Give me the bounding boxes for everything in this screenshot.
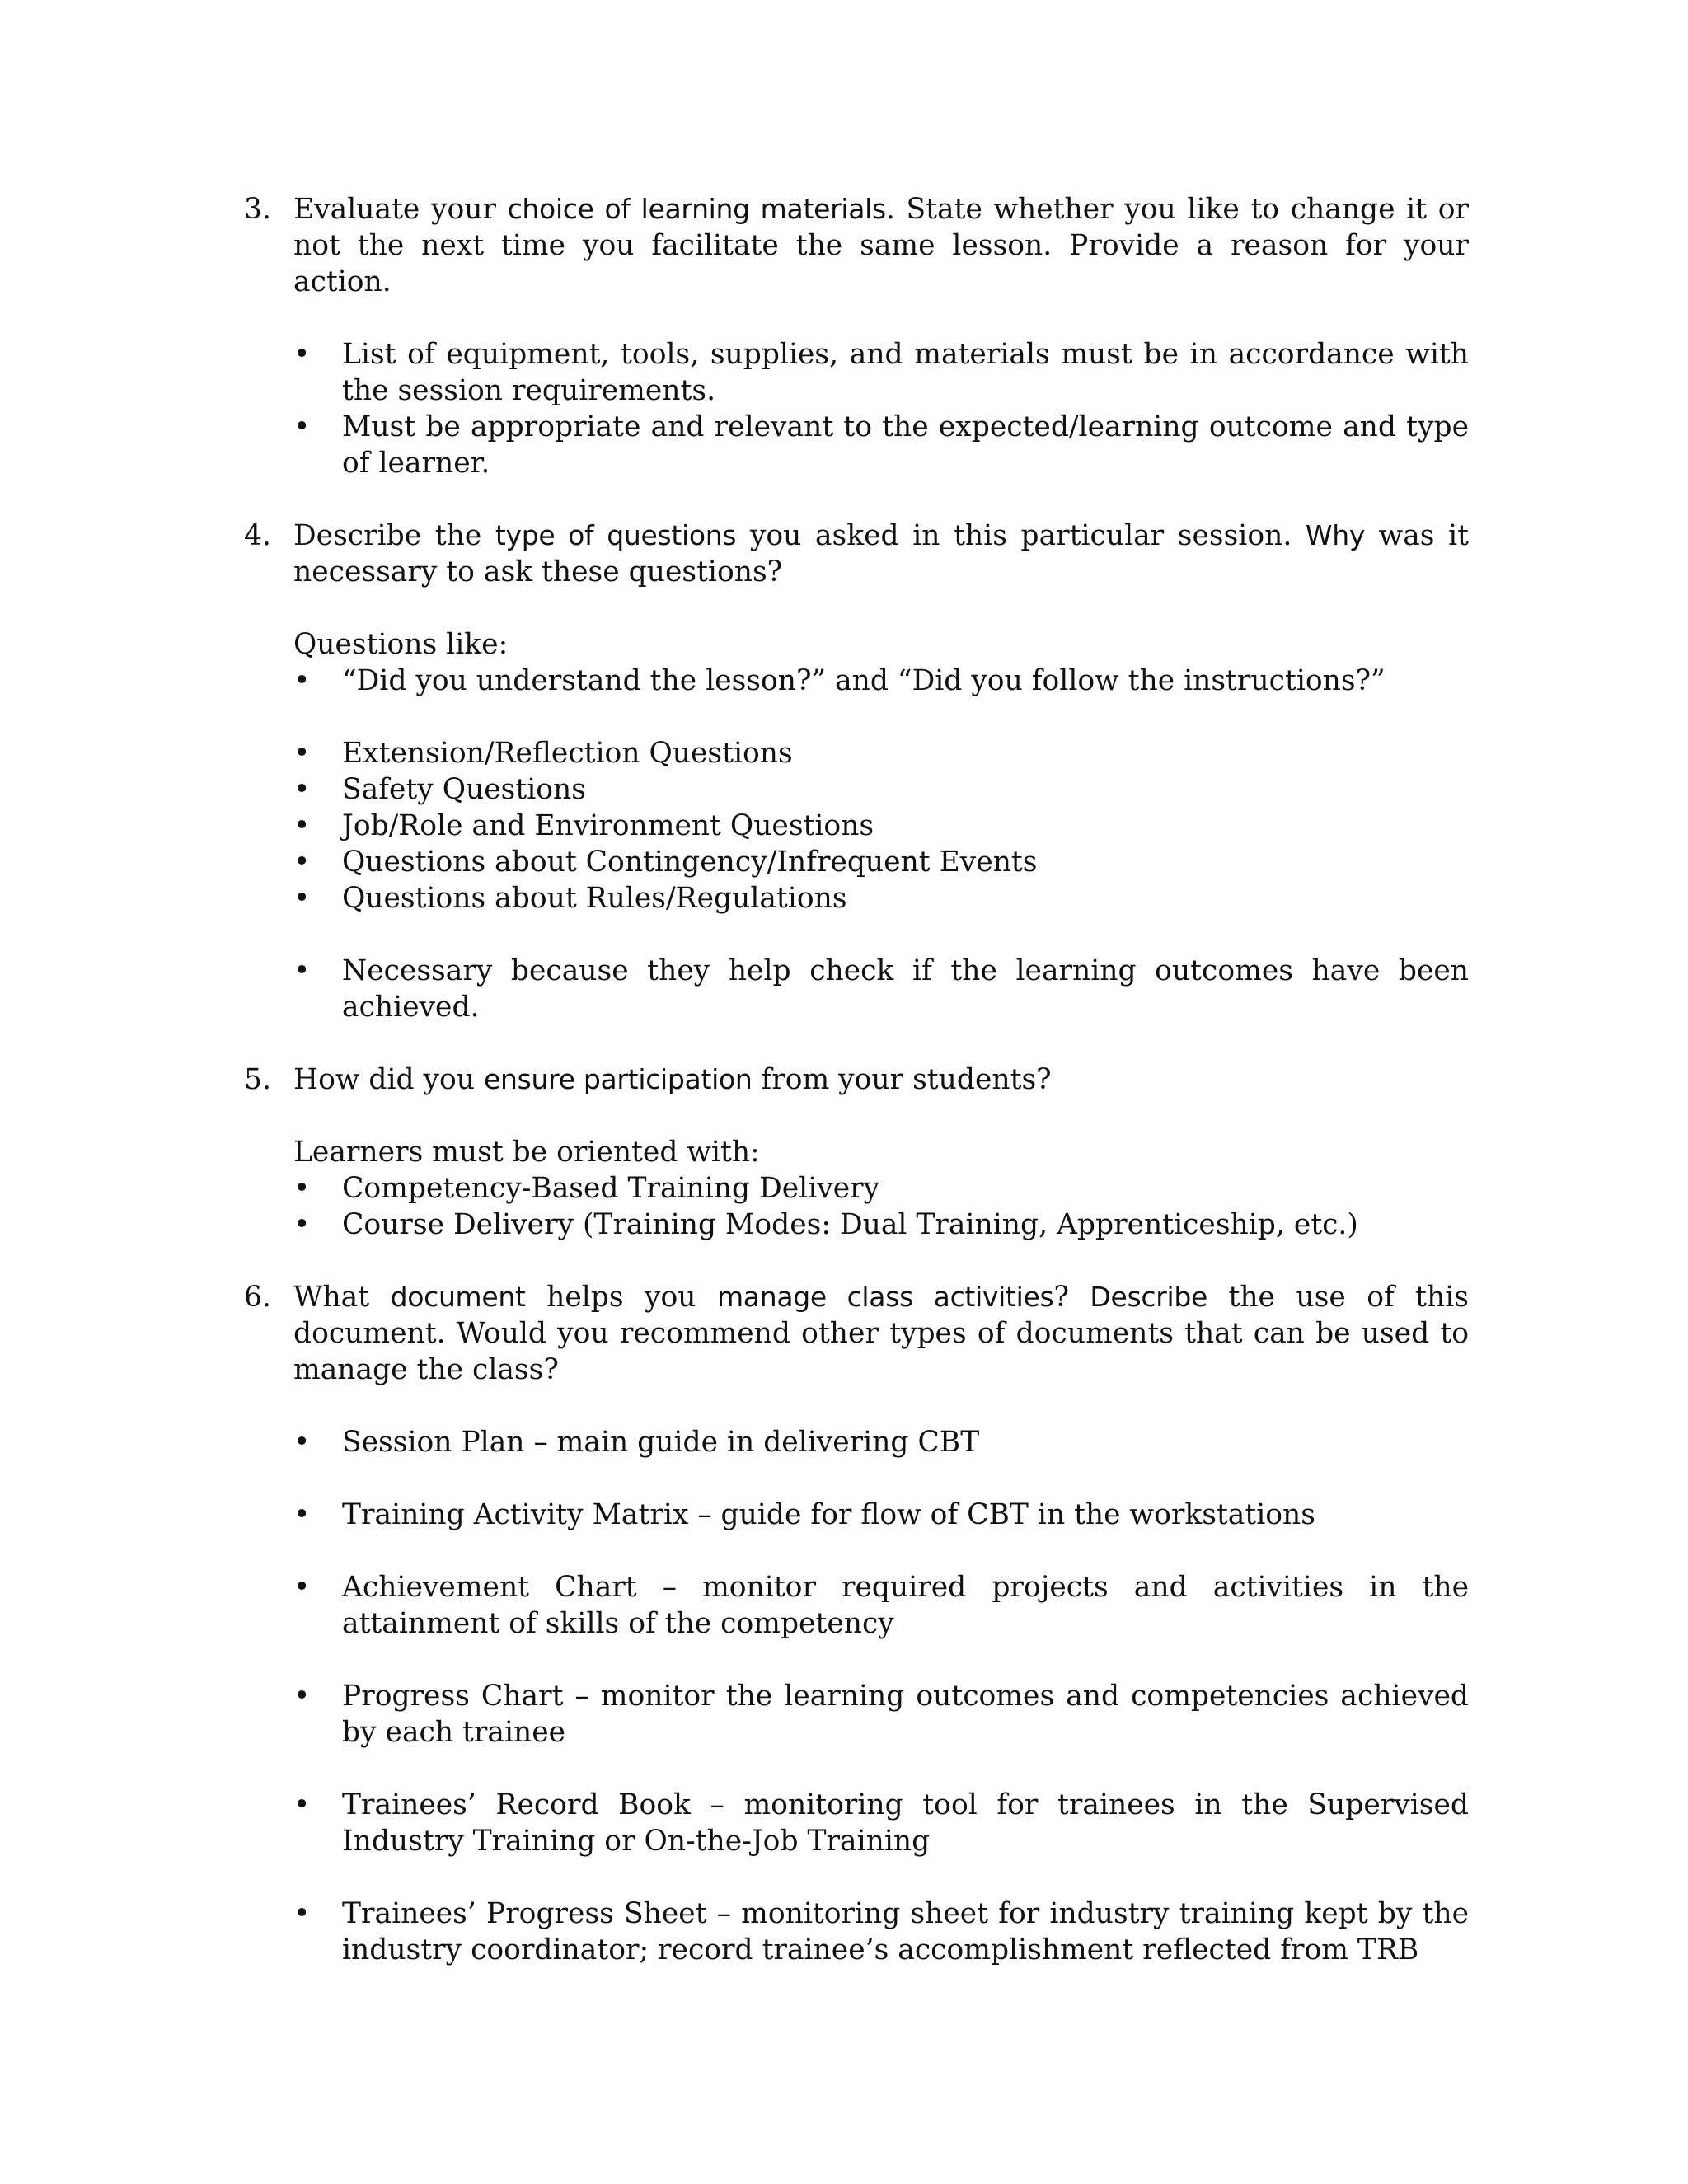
list-item: • Achievement Chart – monitor required projects and activities in the attainment of skills of the competency: [293, 1571, 1469, 1640]
bullet-icon: •: [293, 882, 311, 915]
question-item-6: [244, 1279, 1469, 1968]
bullet-icon: •: [293, 1498, 311, 1531]
bullet-icon: •: [293, 809, 311, 842]
bullet-icon: •: [293, 1680, 311, 1713]
bullet-list: [244, 735, 1469, 916]
bullet-icon: •: [293, 1571, 311, 1604]
question-text: Evaluate your choice of learning materials. State whether you like to change it or not the next time you facilitate the same lesson. Provide a reason for your action.: [293, 193, 1469, 298]
question-item-3: [244, 191, 1469, 481]
question-item-5: [244, 1062, 1469, 1243]
list-item: • Necessary because they help check if the learning outcomes have been achieved.: [293, 954, 1469, 1024]
question-number: 6.: [244, 1281, 271, 1314]
list-item: • Trainees’ Record Book – monitoring tool for trainees in the Supervised Industry Training or On-the-Job Training: [293, 1788, 1469, 1858]
question-emphasis: type of questions: [495, 519, 737, 551]
list-item: • “Did you understand the lesson?” and “Did you follow the instructions?”: [293, 664, 1386, 697]
bullet-list: [244, 663, 1469, 699]
bullet-icon: •: [293, 410, 311, 443]
bullet-list: [244, 336, 1469, 481]
bullet-icon: •: [293, 1208, 311, 1241]
list-intro: Questions like:: [293, 628, 509, 661]
bullet-list: [244, 953, 1469, 1025]
list-item: • Questions about Rules/Regulations: [293, 882, 847, 915]
question-emphasis: Why: [1305, 519, 1366, 551]
bullet-icon: •: [293, 338, 311, 371]
question-number: 4.: [244, 519, 271, 552]
bullet-icon: •: [293, 954, 311, 987]
question-emphasis: ensure participation: [483, 1063, 753, 1095]
question-text: What document helps you manage class activities? Describe the use of this document. Would you recommend other types of documents that can be used to manage the class?: [293, 1281, 1470, 1386]
bullet-icon: •: [293, 1788, 311, 1821]
question-number: 3.: [244, 193, 271, 226]
list-item: • Course Delivery (Training Modes: Dual Training, Apprenticeship, etc.): [293, 1208, 1358, 1241]
bullet-list: [244, 1424, 1469, 1968]
list-item: • Training Activity Matrix – guide for flow of CBT in the workstations: [293, 1498, 1315, 1531]
list-item: • Progress Chart – monitor the learning outcomes and competencies achieved by each trainee: [293, 1680, 1469, 1749]
question-emphasis: manage class activities: [716, 1281, 1054, 1313]
question-emphasis: document: [390, 1281, 526, 1313]
bullet-icon: •: [293, 1426, 311, 1459]
bullet-icon: •: [293, 846, 311, 879]
question-text: How did you ensure participation from your students?: [293, 1063, 1052, 1096]
bullet-icon: •: [293, 773, 311, 806]
question-number: 5.: [244, 1063, 271, 1096]
question-text: Describe the type of questions you asked in this particular session. Why was it necessary to ask these questions?: [293, 519, 1469, 588]
list-item: • Session Plan – main guide in delivering CBT: [293, 1426, 980, 1459]
question-emphasis: choice of learning materials: [507, 193, 886, 225]
list-item: • Safety Questions: [293, 773, 586, 806]
bullet-icon: •: [293, 1897, 311, 1930]
list-item: • List of equipment, tools, supplies, and materials must be in accordance with the session requirements.: [293, 338, 1469, 407]
bullet-icon: •: [293, 1172, 311, 1205]
bullet-list: [244, 1170, 1469, 1243]
question-emphasis: Describe: [1090, 1281, 1208, 1313]
list-item: • Questions about Contingency/Infrequent Events: [293, 846, 1038, 879]
list-item: • Competency-Based Training Delivery: [293, 1172, 880, 1205]
list-item: • Extension/Reflection Questions: [293, 737, 793, 770]
list-intro: Learners must be oriented with:: [293, 1136, 760, 1169]
bullet-icon: •: [293, 664, 311, 697]
list-item: • Trainees’ Progress Sheet – monitoring sheet for industry training kept by the industry coordinator; record trainee’s accomplishment reflected from TRB: [293, 1897, 1469, 1966]
list-item: • Job/Role and Environment Questions: [293, 809, 874, 842]
question-item-4: [244, 518, 1469, 1025]
list-item: • Must be appropriate and relevant to the expected/learning outcome and type of learner.: [293, 410, 1469, 480]
document-body: [244, 191, 1469, 2004]
bullet-icon: •: [293, 737, 311, 770]
